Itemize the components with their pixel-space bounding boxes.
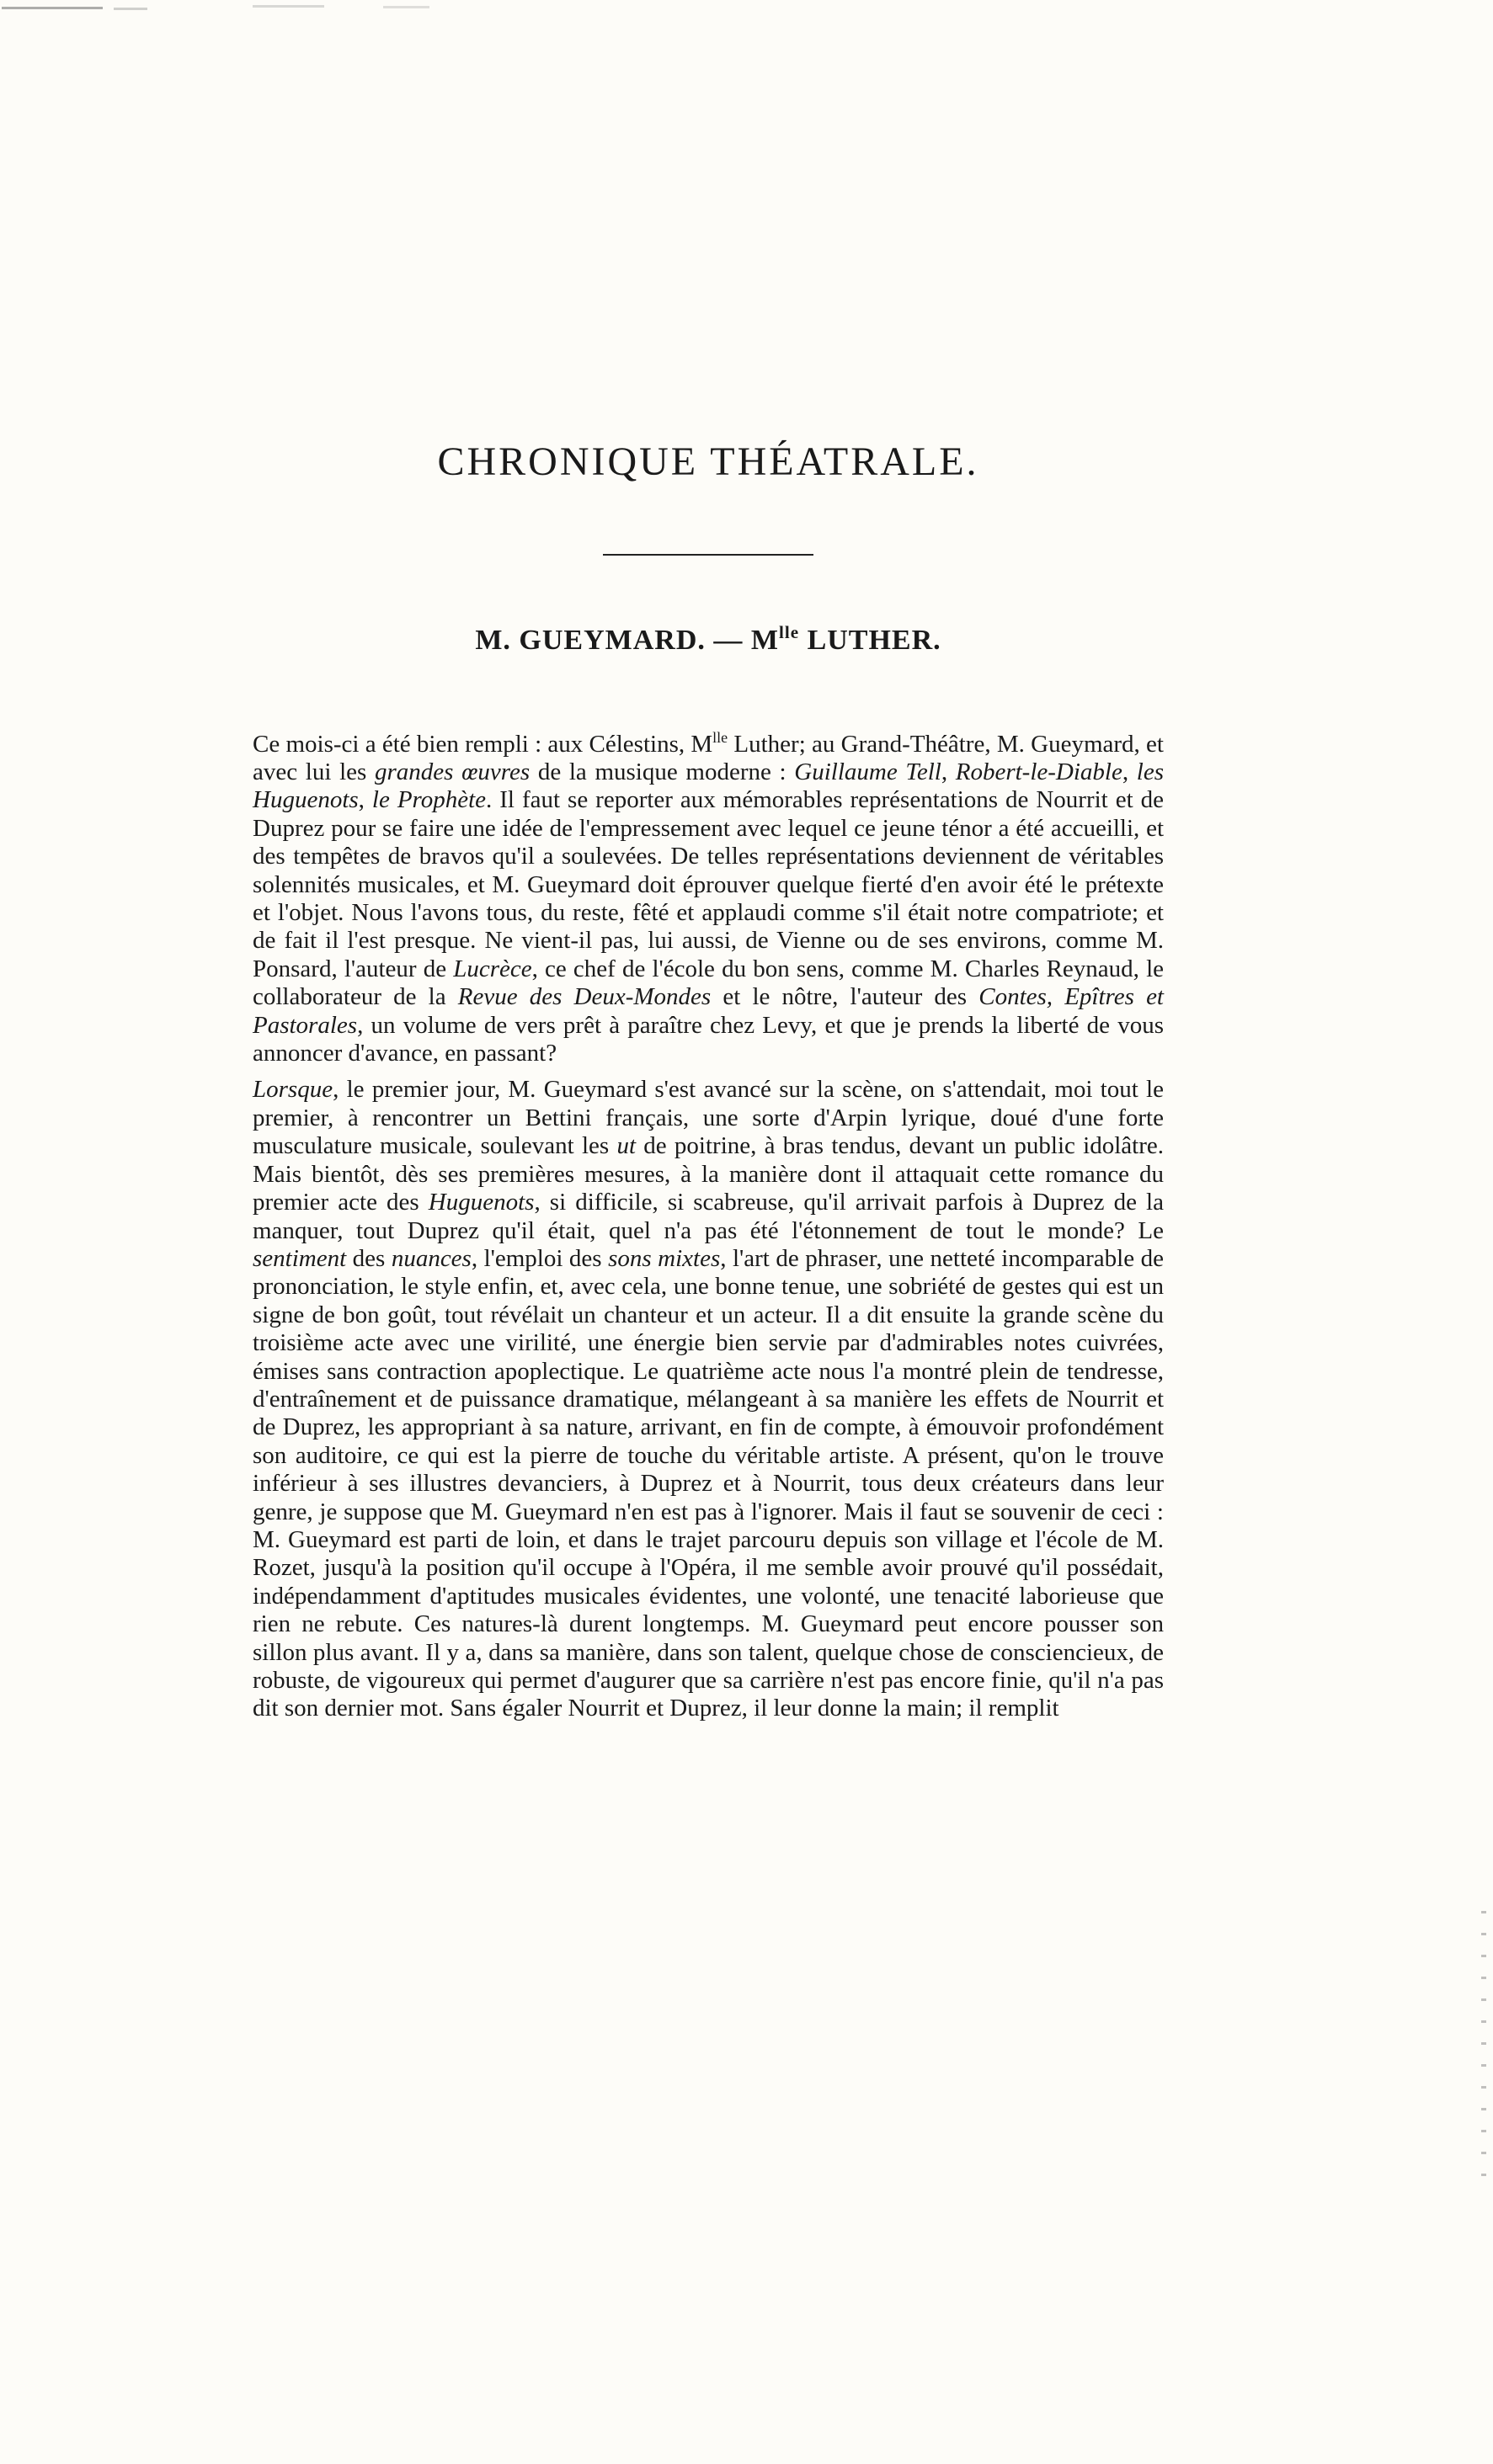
body-paragraph-1 bbox=[253, 728, 1165, 1068]
text-run: M. GUEYMARD. — M bbox=[475, 624, 779, 656]
scan-speckle bbox=[383, 6, 429, 8]
text-run: , ce chef de l'école du bon sens, comme M. Charles Reynaud, le collaborateur de la bbox=[253, 955, 1164, 1011]
body-paragraph-2 bbox=[253, 1076, 1164, 1722]
text-run: Luther; au Grand-Théâtre, M. Gueymard, et avec lui les bbox=[253, 730, 1164, 785]
text-run: , bbox=[1122, 758, 1137, 785]
italic-run: Huguenots bbox=[428, 1189, 535, 1216]
italic-run: Revue des Deux-Mondes bbox=[457, 983, 712, 1011]
title-rule bbox=[603, 554, 813, 556]
italic-run: le Prophète bbox=[371, 786, 487, 814]
italic-run: Lorsque bbox=[253, 1076, 333, 1104]
text-run: , l'emploi des bbox=[471, 1244, 609, 1272]
text-run: des bbox=[346, 1244, 392, 1272]
text-run: , le premier jour, M. Gueymard s'est avancé sur la scène, on s'attendait, moi tout le premier, à rencontrer un Bettini français, une sorte d'Arpin lyrique, doué d'une forte musculature musicale, soulevant les bbox=[253, 1076, 1164, 1160]
italic-run: Contes, Epîtres et Pastorales bbox=[253, 983, 1164, 1039]
italic-run: Guillaume Tell bbox=[794, 758, 941, 785]
scan-speckle bbox=[2, 7, 103, 9]
text-run: et le nôtre, l'auteur des bbox=[711, 983, 979, 1011]
italic-run: grandes œuvres bbox=[374, 758, 531, 785]
text-run: LUTHER. bbox=[799, 624, 941, 656]
article-body bbox=[253, 728, 1165, 1723]
superscript-run: lle bbox=[712, 728, 728, 746]
text-run: , bbox=[358, 786, 372, 814]
italic-run: sons mixtes bbox=[608, 1244, 721, 1272]
text-run: , un volume de vers prêt à paraître chez Levy, et que je prends la liberté de vous annoncer d'avance, en passant? bbox=[253, 1011, 1164, 1067]
text-run: de la musique moderne : bbox=[530, 758, 795, 785]
text-run: , bbox=[941, 758, 956, 785]
italic-run: Lucrèce bbox=[453, 955, 532, 982]
text-run: de poitrine, à bras tendus, devant un public idolâtre. Mais bientôt, dès ses premières mesures, à la manière dont il attaquait cette romance du premier acte des bbox=[253, 1132, 1164, 1216]
text-run: , l'art de phraser, une netteté incomparable de prononciation, le style enfin, et, avec cela, une bonne tenue, une sobriété de gestes qui est un signe de bon goût, tout révélait un chanteur et un acteur. Il a dit ensuite la grande scène du troisième acte avec une virilité, une énergie bien servie par d'admirables notes cuivrées, émises sans contraction apoplectique. Le quatrième acte nous l'a montré plein de tendresse, d'entraînement et de puissance dramatique, mélangeant à sa manière les effets de Nourrit et de Duprez, les appropriant à sa nature, arrivant, en fin de compte, à émouvoir profondément son auditoire, ce qui est la pierre de touche du véritable artiste. A présent, qu'on le trouve inférieur à ses illustres devanciers, à Duprez et à Nourrit, tous deux créateurs dans leur genre, je suppose que M. Gueymard n'en est pas à l'ignorer. Mais il faut se souvenir de ceci : M. Gueymard est parti de loin, et dans le trajet parcouru depuis son village et l'école de M. Rozet, jusqu'à la position qu'il occupe à l'Opéra, il me semble avoir prouvé qu'il possédait, indépendamment d'aptitudes musicales évidentes, une volonté, une tenacité laborieuse que rien ne rebute. Ces natures-là durent longtemps. M. Gueymard peut encore pousser son sillon plus avant. Il y a, dans sa manière, dans son talent, quelque chose de consciencieux, de robuste, de vigoureux qui permet d'augurer que sa carrière n'est pas encore finie, qu'il n'a pas dit son dernier mot. Sans égaler Nourrit et Duprez, il leur donne la main; il remplit bbox=[253, 1244, 1164, 1722]
article-subtitle bbox=[253, 621, 1164, 657]
scan-speckle bbox=[114, 8, 147, 10]
superscript-run: lle bbox=[779, 621, 800, 642]
italic-run: les Huguenots bbox=[253, 758, 1164, 814]
italic-run: nuances bbox=[391, 1244, 472, 1272]
margin-scan-marks bbox=[1481, 1911, 1486, 2189]
italic-run: sentiment bbox=[253, 1244, 347, 1272]
document-page bbox=[253, 438, 1164, 1723]
italic-run: ut bbox=[616, 1132, 637, 1160]
text-run: Ce mois-ci a été bien rempli : aux Célestins, M bbox=[253, 730, 713, 758]
italic-run: Robert-le-Diable bbox=[955, 758, 1122, 785]
text-run: . Il faut se reporter aux mémorables représentations de Nourrit et de Duprez pour se faire une idée de l'empressement avec lequel ce jeune ténor a été accueilli, et des tempêtes de bravos qu'il a soulevées. De telles représentations deviennent de véritables solennités musicales, et M. Gueymard doit éprouver quelque fierté d'en avoir été le prétexte et l'objet. Nous l'avons tous, du reste, fêté et applaudi comme s'il était notre compatriote; et de fait il l'est presque. Ne vient-il pas, lui aussi, de Vienne ou de ses environs, comme M. Ponsard, l'auteur de bbox=[253, 786, 1165, 982]
text-run: , si difficile, si scabreuse, qu'il arrivait parfois à Duprez de la manquer, tout Duprez qu'il était, quel n'a pas été l'étonnement de tout le monde? Le bbox=[253, 1189, 1164, 1244]
scan-speckle bbox=[253, 5, 324, 8]
page-title: CHRONIQUE THÉATRALE. bbox=[437, 439, 979, 484]
